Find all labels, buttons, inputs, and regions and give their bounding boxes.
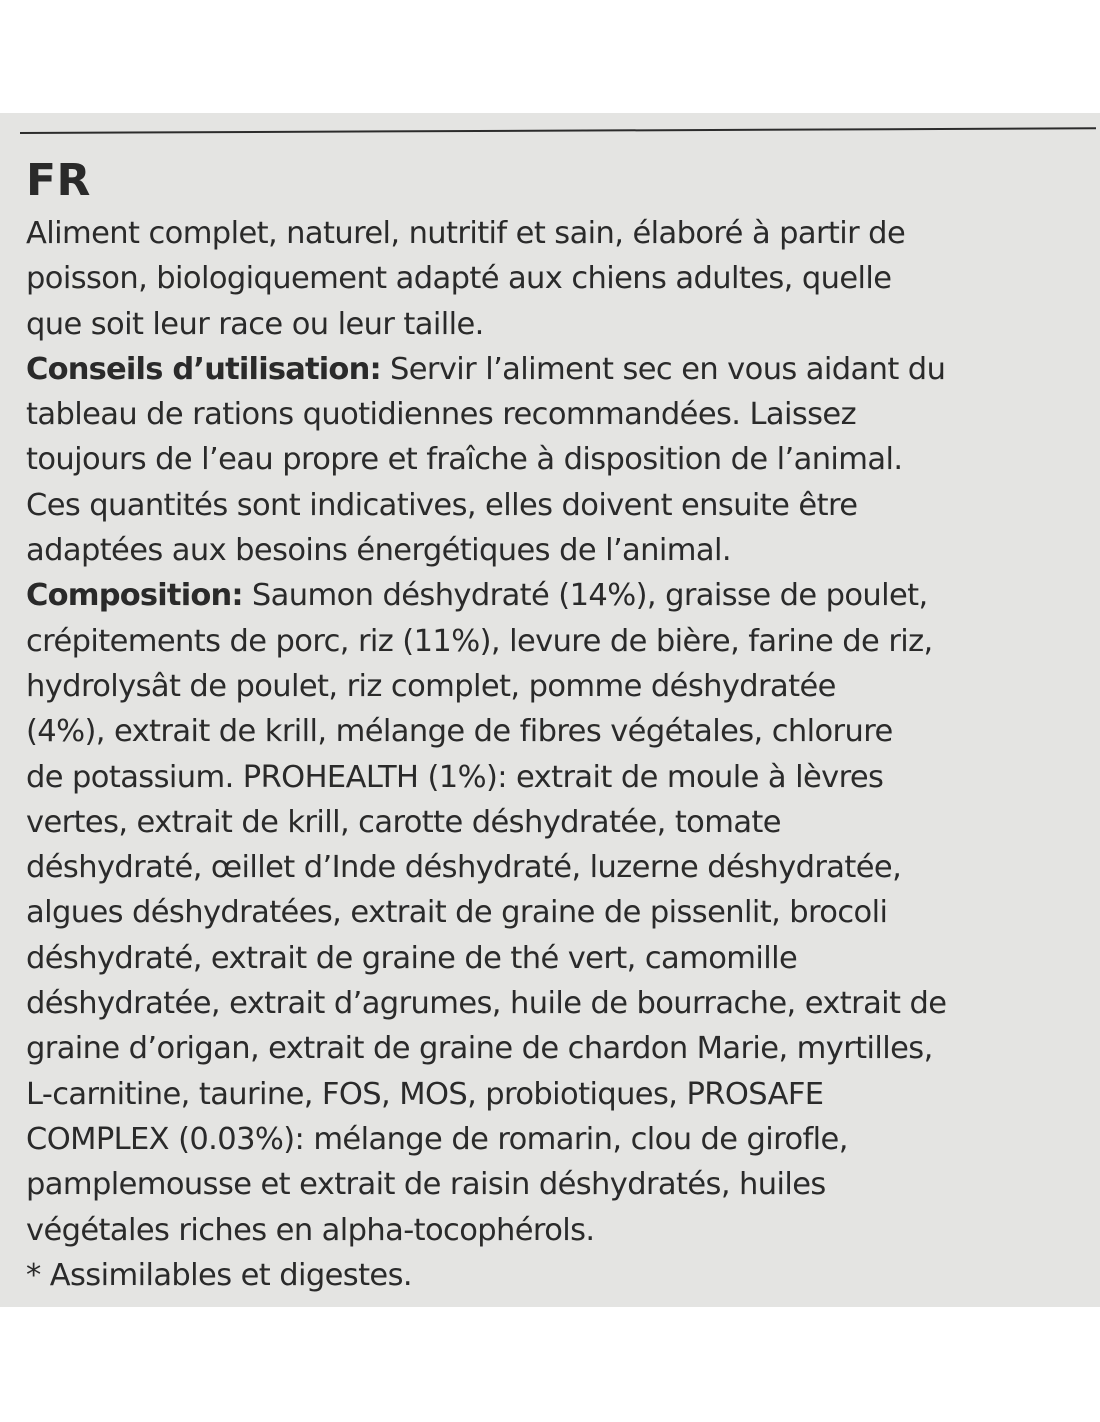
text-line (26, 890, 1092, 935)
text-line (26, 437, 1092, 482)
text-line (26, 845, 1092, 890)
text-line (26, 256, 1092, 301)
text-line (26, 755, 1092, 800)
line-text: végétales riches en alpha-tocophérols. (26, 1212, 595, 1248)
line-text: hydrolysât de poulet, riz complet, pomme déshydratée (26, 668, 836, 704)
line-text: Saumon déshydraté (14%), graisse de poulet, (242, 578, 928, 614)
text-line (26, 302, 1092, 347)
text-line (26, 1162, 1092, 1207)
label-panel (0, 113, 1100, 1307)
line-text: crépitements de porc, riz (11%), levure de bière, farine de riz, (26, 623, 933, 659)
text-line (26, 392, 1092, 437)
section-heading: Conseils d’utilisation: (26, 351, 381, 387)
line-text: déshydraté, extrait de graine de thé vert, camomille (26, 940, 798, 976)
line-text: Ces quantités sont indicatives, elles doivent ensuite être (26, 487, 858, 523)
text-line (26, 1208, 1092, 1253)
line-text: COMPLEX (0.03%): mélange de romarin, clou de girofle, (26, 1121, 848, 1157)
line-text: déshydraté, œillet d’Inde déshydraté, luzerne déshydratée, (26, 850, 902, 886)
line-text: déshydratée, extrait d’agrumes, huile de bourrache, extrait de (26, 986, 947, 1022)
text-line (26, 483, 1092, 528)
text-line (26, 347, 1092, 392)
line-text: algues déshydratées, extrait de graine de pissenlit, brocoli (26, 895, 888, 931)
line-text: tableau de rations quotidiennes recommandées. Laissez (26, 397, 857, 433)
section-heading: Composition: (26, 578, 243, 614)
line-text: que soit leur race ou leur taille. (26, 306, 484, 342)
text-line (26, 573, 1092, 618)
text-line (26, 211, 1092, 256)
text-line (26, 709, 1092, 754)
line-text: Aliment complet, naturel, nutritif et sain, élaboré à partir de (26, 216, 906, 251)
line-text: de potassium. PROHEALTH (1%): extrait de moule à lèvres (26, 759, 884, 795)
line-text: adaptées aux besoins énergétiques de l’animal. (26, 533, 731, 569)
line-text: toujours de l’eau propre et fraîche à disposition de l’animal. (26, 442, 903, 478)
line-text: L-carnitine, taurine, FOS, MOS, probiotiques, PROSAFE (26, 1076, 824, 1112)
line-text: (4%), extrait de krill, mélange de fibres végétales, chlorure (26, 714, 893, 750)
text-line (26, 1072, 1092, 1117)
top-divider (20, 127, 1096, 134)
text-line (26, 1026, 1092, 1071)
line-text: * Assimilables et digestes. (26, 1257, 412, 1293)
line-text: pamplemousse et extrait de raisin déshydratés, huiles (26, 1167, 826, 1203)
line-text: Servir l’aliment sec en vous aidant du (380, 351, 946, 387)
text-line (26, 619, 1092, 664)
text-line (26, 936, 1092, 981)
text-line (26, 800, 1092, 845)
language-heading: FR (26, 155, 91, 206)
paragraph-lines (26, 211, 1092, 1298)
label-text-block (26, 153, 1092, 1298)
text-line (26, 528, 1092, 573)
text-line (26, 1117, 1092, 1162)
text-line (26, 981, 1092, 1026)
line-text: graine d’origan, extrait de graine de chardon Marie, myrtilles, (26, 1031, 933, 1067)
text-line (26, 1253, 1092, 1298)
line-text: vertes, extrait de krill, carotte déshydratée, tomate (26, 804, 781, 840)
line-text: poisson, biologiquement adapté aux chiens adultes, quelle (26, 261, 892, 297)
text-line (26, 664, 1092, 709)
